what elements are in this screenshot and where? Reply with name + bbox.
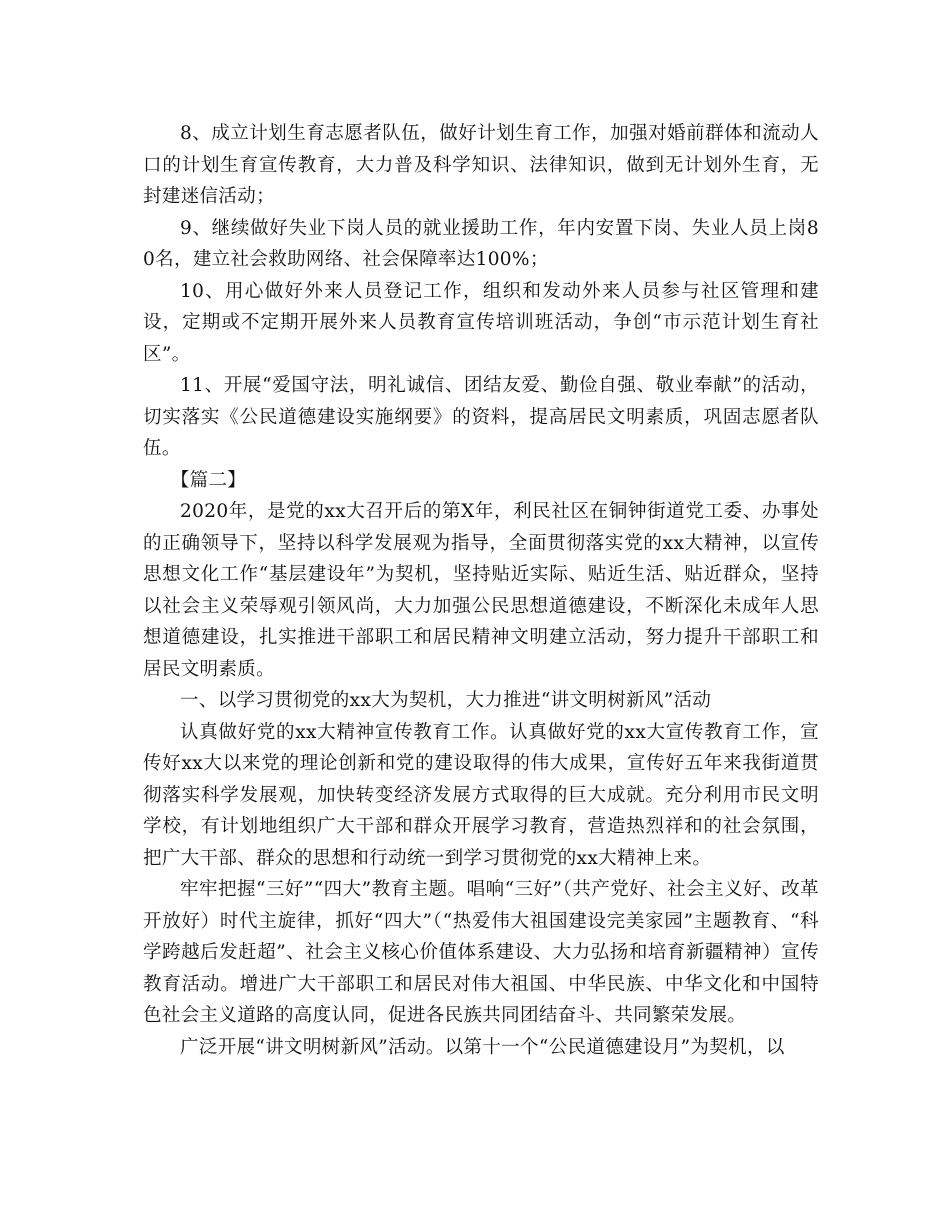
section-heading: 【篇二】	[170, 469, 247, 491]
body-paragraph: 广泛开展“讲文明树新风”活动。以第十一个“公民道德建设月”为契机，以	[180, 1036, 785, 1058]
paragraph-item-11: 11、开展“爱国守法，明礼诚信、团结友爱、勤俭自强、敬业奉献”的活动，切实落实《公民道德建设实施纲要》的资料，提高居民文明素质，巩固志愿者队伍。	[143, 375, 819, 459]
intro-paragraph: 2020年，是党的xx大召开后的第X年，利民社区在铜钟街道党工委、办事处的正确领导下，坚持以科学发展观为指导，全面贯彻落实党的xx大精神，以宣传思想文化工作“基层建设年”为契机，坚持贴近实际、贴近生活、贴近群众，坚持以社会主义荣辱观引领风尚，大力加强公民思想道德建设，不断深化未成年人思想道德建设，扎实推进干部职工和居民精神文明建立活动，努力提升干部职工和居民文明素质。	[143, 501, 819, 680]
document-body	[143, 118, 819, 1063]
body-paragraph: 牢牢把握“三好”“四大”教育主题。唱响“三好”（共产党好、社会主义好、改革开放好）时代主旋律，抓好“四大”（“热爱伟大祖国建设完美家园”主题教育、“科学跨越后发赶超”、社会主义核心价值体系建设、大力弘扬和培育新疆精神）宣传教育活动。增进广大干部职工和居民对伟大祖国、中华民族、中华文化和中国特色社会主义道路的高度认同，促进各民族共同团结奋斗、共同繁荣发展。	[143, 879, 819, 1026]
paragraph-item-8: 8、成立计划生育志愿者队伍，做好计划生育工作，加强对婚前群体和流动人口的计划生育宣传教育，大力普及科学知识、法律知识，做到无计划外生育，无封建迷信活动；	[143, 123, 819, 207]
body-paragraph: 认真做好党的xx大精神宣传教育工作。认真做好党的xx大宣传教育工作，宣传好xx大以来党的理论创新和党的建设取得的伟大成果，宣传好五年来我街道贯彻落实科学发展观，加快转变经济发展方式取得的巨大成就。充分利用市民文明学校，有计划地组织广大干部和群众开展学习教育，营造热烈祥和的社会氛围，把广大干部、群众的思想和行动统一到学习贯彻党的xx大精神上来。	[143, 721, 819, 869]
paragraph-item-10: 10、用心做好外来人员登记工作，组织和发动外来人员参与社区管理和建设，定期或不定期开展外来人员教育宣传培训班活动，争创“市示范计划生育社区”。	[143, 280, 819, 365]
paragraph-item-9: 9、继续做好失业下岗人员的就业援助工作，年内安置下岗、失业人员上岗80名，建立社会救助网络、社会保障率达100%；	[143, 217, 819, 270]
subsection-heading: 一、以学习贯彻党的xx大为契机，大力推进“讲文明树新风”活动	[180, 690, 712, 711]
